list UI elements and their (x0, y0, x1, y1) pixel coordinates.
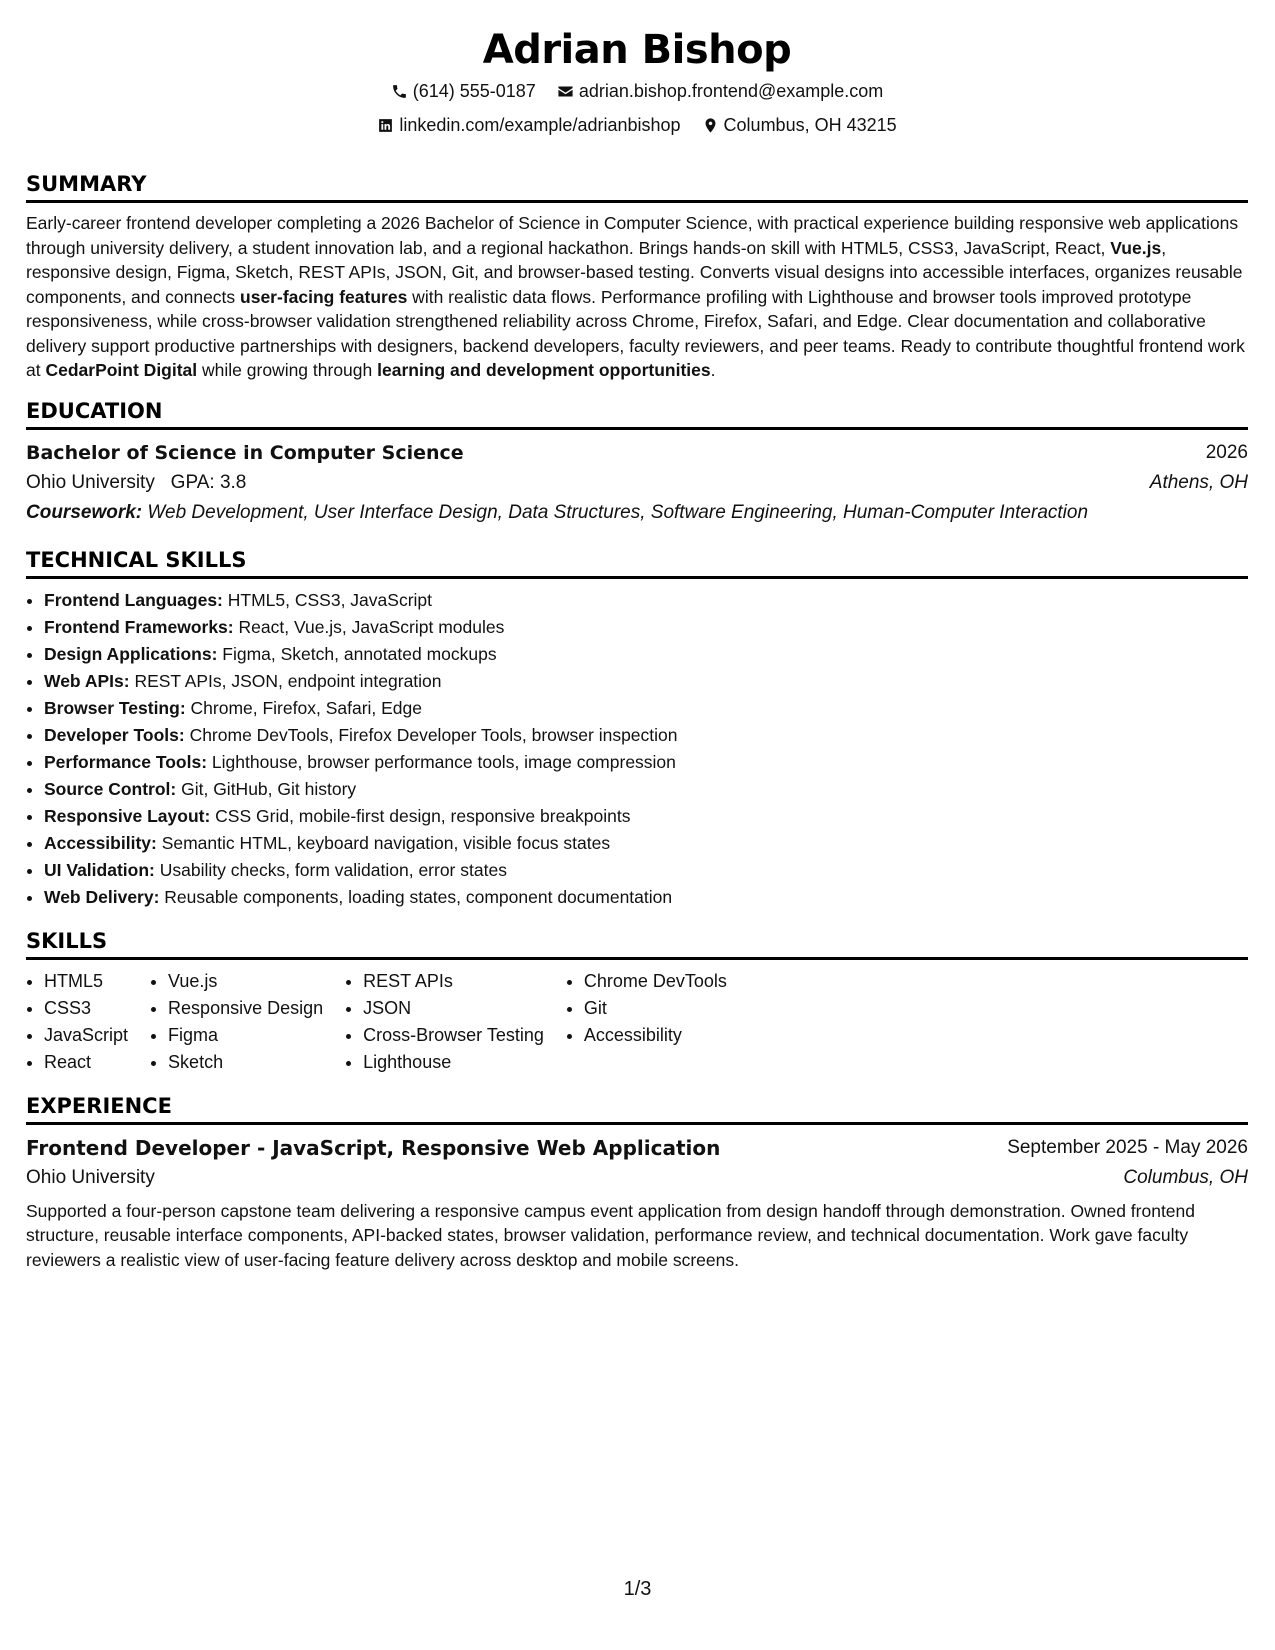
skills-column-4 (566, 968, 727, 1076)
phone-icon (391, 83, 408, 100)
list-item: • CSS3 (44, 995, 128, 1022)
skill-label: Web APIs: (44, 670, 130, 691)
email-text: adrian.bishop.frontend@example.com (578, 81, 884, 101)
list-item (44, 749, 1248, 776)
skill-value: Reusable components, loading states, component documentation (164, 886, 673, 907)
candidate-name: Adrian Bishop (482, 27, 792, 73)
summary-emphasis: Vue.js (1110, 237, 1162, 258)
skill-label: Web Delivery: (44, 886, 160, 907)
technical-skills-heading: TECHNICAL SKILLS (26, 546, 1248, 579)
contact-email[interactable] (557, 76, 883, 107)
skills-section (26, 927, 1248, 1076)
skill-label: Frontend Languages: (44, 589, 223, 610)
skill-value: React, Vue.js, JavaScript modules (238, 616, 505, 637)
job-title: Frontend Developer - JavaScript, Responsive Web Application (26, 1135, 721, 1160)
job-dates: September 2025 - May 2026 (1007, 1136, 1248, 1158)
gpa: GPA: 3.8 (170, 471, 247, 493)
experience-section (26, 1092, 1248, 1273)
list-item: • JSON (363, 995, 544, 1022)
skill-label: Source Control: (44, 778, 177, 799)
list-item (44, 803, 1248, 830)
education-row-2 (26, 468, 1248, 498)
school-name: Ohio University (26, 471, 155, 493)
skills-column-3 (345, 968, 544, 1076)
skill-label: Accessibility: (44, 832, 157, 853)
skills-column-2 (150, 968, 323, 1076)
summary-part: while growing through (197, 360, 378, 380)
skill-label: UI Validation: (44, 859, 155, 880)
skill-label: Developer Tools: (44, 724, 185, 745)
experience-row-1 (26, 1133, 1248, 1163)
summary-part: with realistic data flows. Performance profiling with Lighthouse and browser tools improved prototype responsiveness, while cross-browser validation strengthened reliability across Chrome, Firefox, Safari, and Edge. Clear documentation and collaborative delivery support productive partnerships with designers, backend developers, faculty reviewers, and peer teams. Ready to contribute thoughtful frontend work at (26, 286, 1245, 380)
list-item: • Cross-Browser Testing (363, 1022, 544, 1049)
skill-value: HTML5, CSS3, JavaScript (227, 589, 432, 610)
list-item (44, 857, 1248, 884)
experience-row-2 (26, 1163, 1248, 1193)
summary-text (26, 211, 1248, 383)
page-number: 1/3 (623, 1578, 652, 1600)
list-item (44, 884, 1248, 911)
list-item (44, 830, 1248, 857)
list-item: • Figma (168, 1022, 323, 1049)
job-location: Columbus, OH (1123, 1166, 1248, 1188)
school-location: Athens, OH (1149, 471, 1248, 493)
skill-label: Design Applications: (44, 643, 218, 664)
school-info (26, 468, 246, 498)
summary-emphasis: user-facing features (240, 286, 408, 307)
skill-value: Lighthouse, browser performance tools, image compression (211, 751, 676, 772)
list-item (44, 776, 1248, 803)
list-item: • React (44, 1049, 128, 1076)
education-section (26, 397, 1248, 528)
education-row-1 (26, 438, 1248, 468)
summary-part: Early-career frontend developer completing a 2026 Bachelor of Science in Computer Science, with practical experience building responsive web applications through university delivery, a student innovation lab, and a regional hackathon. Brings hands-on skill with HTML5, CSS3, JavaScript, React, (26, 213, 1239, 258)
list-item: • Git (584, 995, 727, 1022)
skill-value: REST APIs, JSON, endpoint integration (134, 670, 442, 691)
degree-year: 2026 (1205, 441, 1248, 463)
resume-page (26, 0, 1248, 1272)
list-item (44, 695, 1248, 722)
skill-value: Git, GitHub, Git history (181, 778, 357, 799)
linkedin-icon (377, 117, 394, 134)
phone-text: (614) 555-0187 (412, 81, 536, 101)
list-item (44, 587, 1248, 614)
technical-skills-list (26, 587, 1248, 911)
list-item: • JavaScript (44, 1022, 128, 1049)
coursework-list: Web Development, User Interface Design, Data Structures, Software Engineering, Human-Computer Interaction (147, 501, 1089, 523)
skill-value: Chrome DevTools, Firefox Developer Tools, browser inspection (189, 724, 678, 745)
envelope-icon (557, 83, 574, 100)
coursework-label: Coursework: (26, 501, 143, 523)
degree-title: Bachelor of Science in Computer Science (26, 441, 464, 464)
experience-heading: EXPERIENCE (26, 1092, 1248, 1125)
list-item (44, 614, 1248, 641)
coursework (26, 498, 1248, 528)
skills-heading: SKILLS (26, 927, 1248, 960)
linkedin-text: linkedin.com/example/adrianbishop (399, 115, 681, 135)
skill-label: Responsive Layout: (44, 805, 211, 826)
job-org: Ohio University (26, 1166, 155, 1188)
skill-label: Frontend Frameworks: (44, 616, 234, 637)
contact-line-2 (26, 110, 1248, 144)
summary-part: , responsive design, Figma, Sketch, REST APIs, JSON, Git, and browser-based testing. Converts visual designs into accessible interfaces, organizes reusable components, and connects (26, 237, 1243, 307)
technical-skills-section (26, 546, 1248, 911)
skill-value: Figma, Sketch, annotated mockups (222, 643, 497, 664)
list-item: • HTML5 (44, 968, 128, 995)
contact-linkedin[interactable] (377, 110, 680, 141)
contact-line-1 (26, 76, 1248, 110)
skills-column-1 (26, 968, 128, 1076)
list-item: • Accessibility (584, 1022, 727, 1049)
job-description: Supported a four-person capstone team delivering a responsive campus event application from design handoff through demonstration. Owned frontend structure, reusable interface components, API-backed states, browser validation, performance review, and technical documentation. Work gave faculty reviewers a realistic view of user-facing feature delivery across desktop and mobile screens. (26, 1200, 1196, 1270)
contact-phone (391, 76, 536, 107)
skill-label: Browser Testing: (44, 697, 186, 718)
skill-value: CSS Grid, mobile-first design, responsive breakpoints (215, 805, 631, 826)
skill-value: Usability checks, form validation, error states (159, 859, 507, 880)
skill-value: Chrome, Firefox, Safari, Edge (190, 697, 422, 718)
list-item: • Vue.js (168, 968, 323, 995)
summary-heading: SUMMARY (26, 170, 1248, 203)
summary-section (26, 170, 1248, 383)
summary-emphasis: learning and development opportunities (377, 360, 711, 380)
list-item: • REST APIs (363, 968, 544, 995)
list-item (44, 722, 1248, 749)
map-pin-icon (702, 117, 719, 134)
location-text: Columbus, OH 43215 (723, 115, 897, 135)
summary-emphasis: CedarPoint Digital (45, 360, 198, 380)
list-item: • Chrome DevTools (584, 968, 727, 995)
contact-location (702, 110, 897, 141)
skills-grid (26, 968, 1248, 1076)
summary-part: . (710, 360, 716, 380)
list-item: • Responsive Design (168, 995, 323, 1022)
education-heading: EDUCATION (26, 397, 1248, 430)
skill-value: Semantic HTML, keyboard navigation, visible focus states (161, 832, 611, 853)
list-item (44, 668, 1248, 695)
list-item (44, 641, 1248, 668)
list-item: • Sketch (168, 1049, 323, 1076)
skill-label: Performance Tools: (44, 751, 208, 772)
list-item: • Lighthouse (363, 1049, 544, 1076)
